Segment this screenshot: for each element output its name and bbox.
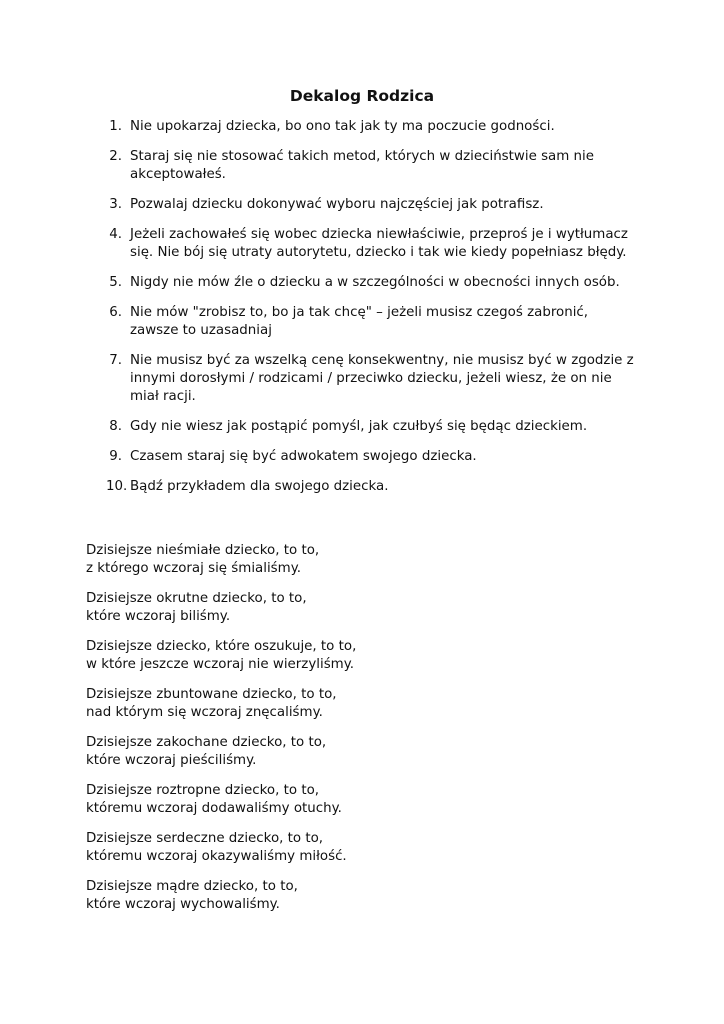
item-number: 6. — [109, 305, 122, 320]
poem-stanza — [86, 782, 646, 818]
poem-line: Dzisiejsze nieśmiałe dziecko, to to, — [86, 543, 320, 558]
item-line: Nigdy nie mów źle o dziecku a w szczególności w obecności innych osób. — [130, 275, 620, 290]
poem-stanza — [86, 686, 646, 722]
item-line: Nie upokarzaj dziecka, bo ono tak jak ty ma poczucie godności. — [130, 119, 555, 134]
poem-line: które wczoraj wychowaliśmy. — [86, 897, 280, 912]
poem-stanza — [86, 878, 646, 914]
item-line: Jeżeli zachowałeś się wobec dziecka niewłaściwie, przeproś je i wytłumacz — [130, 227, 628, 242]
item-number: 5. — [109, 275, 122, 290]
list-item — [100, 274, 660, 292]
document-title: Dekalog Rodzica — [289, 87, 435, 105]
item-line: Czasem staraj się być adwokatem swojego dziecka. — [130, 449, 477, 464]
item-number: 4. — [109, 227, 122, 242]
item-line: miał racji. — [130, 389, 196, 404]
poem-line: które wczoraj pieściliśmy. — [86, 753, 257, 768]
item-line: Staraj się nie stosować takich metod, których w dzieciństwie sam nie — [130, 149, 594, 164]
item-line: Nie mów "zrobisz to, bo ja tak chcę" – jeżeli musisz czegoś zabronić, — [130, 305, 589, 320]
poem-line: Dzisiejsze okrutne dziecko, to to, — [86, 591, 307, 606]
poem-stanza — [86, 830, 646, 866]
poem-line: w które jeszcze wczoraj nie wierzyliśmy. — [86, 657, 354, 672]
list-item — [100, 118, 660, 136]
list-item — [100, 352, 660, 406]
poem-line: Dzisiejsze zbuntowane dziecko, to to, — [86, 687, 337, 702]
item-line: Pozwalaj dziecku dokonywać wyboru najczęściej jak potrafisz. — [130, 197, 544, 212]
poem-line: Dzisiejsze dziecko, które oszukuje, to to, — [86, 639, 357, 654]
list-item — [100, 226, 660, 262]
item-number: 9. — [109, 449, 122, 464]
poem-line: któremu wczoraj dodawaliśmy otuchy. — [86, 801, 342, 816]
list-item — [100, 478, 660, 496]
list-item — [100, 418, 660, 436]
list-item — [100, 148, 660, 184]
list-item — [100, 304, 660, 340]
item-number: 7. — [109, 353, 122, 368]
item-number: 1. — [109, 119, 122, 134]
item-line: Bądź przykładem dla swojego dziecka. — [130, 479, 389, 494]
item-line: Nie musisz być za wszelką cenę konsekwentny, nie musisz być w zgodzie z — [130, 353, 634, 368]
poem-stanza — [86, 734, 646, 770]
poem-line: z którego wczoraj się śmialiśmy. — [86, 561, 301, 576]
poem — [86, 542, 646, 926]
item-line: się. Nie bój się utraty autorytetu, dziecko i tak wie kiedy popełniasz błędy. — [130, 245, 627, 260]
item-number: 3. — [109, 197, 122, 212]
poem-stanza — [86, 590, 646, 626]
poem-line: nad którym się wczoraj znęcaliśmy. — [86, 705, 323, 720]
poem-line: Dzisiejsze serdeczne dziecko, to to, — [86, 831, 324, 846]
item-line: akceptowałeś. — [130, 167, 226, 182]
item-number: 10. — [106, 479, 128, 494]
item-line: Gdy nie wiesz jak postąpić pomyśl, jak czułbyś się będąc dzieckiem. — [130, 419, 588, 434]
item-line: innymi dorosłymi / rodzicami / przeciwko dziecku, jeżeli wiesz, że on nie — [130, 371, 612, 386]
poem-stanza — [86, 542, 646, 578]
poem-line: Dzisiejsze mądre dziecko, to to, — [86, 879, 298, 894]
list-item — [100, 448, 660, 466]
item-number: 8. — [109, 419, 122, 434]
poem-line: które wczoraj biliśmy. — [86, 609, 231, 624]
item-number: 2. — [109, 149, 122, 164]
decalogue-list — [100, 118, 660, 508]
poem-stanza — [86, 638, 646, 674]
poem-line: Dzisiejsze roztropne dziecko, to to, — [86, 783, 320, 798]
item-line: zawsze to uzasadniaj — [130, 323, 272, 338]
poem-line: Dzisiejsze zakochane dziecko, to to, — [86, 735, 327, 750]
poem-line: któremu wczoraj okazywaliśmy miłość. — [86, 849, 347, 864]
list-item — [100, 196, 660, 214]
